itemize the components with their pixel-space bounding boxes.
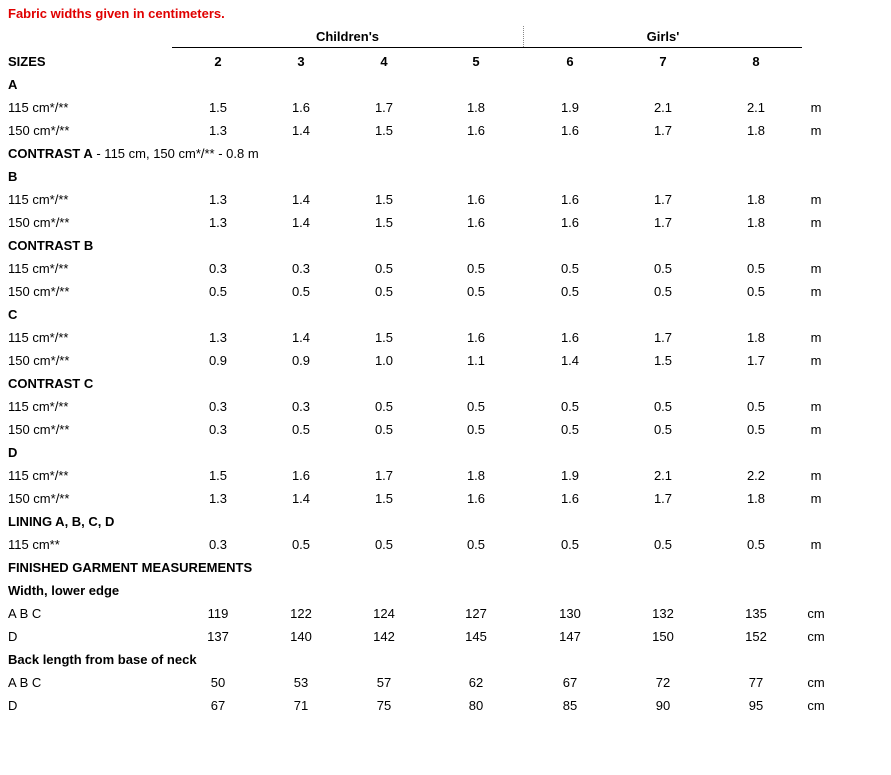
row-label (8, 694, 17, 717)
section-label (8, 579, 119, 602)
unit-label: m (810, 215, 822, 230)
table-cell: 1.9 (560, 100, 580, 115)
table-cell: 1.5 (374, 192, 394, 207)
row-label-text: 115 cm*/** (8, 399, 69, 414)
row-label-text: 150 cm*/** (8, 284, 70, 299)
table-cell: 1.8 (746, 192, 766, 207)
section-label (8, 441, 17, 464)
group-childrens-label: Children's (315, 29, 380, 44)
table-cell: 0.5 (466, 422, 486, 437)
table-cell: 1.6 (560, 330, 580, 345)
table-cell: 67 (562, 675, 578, 690)
row-label-text: CONTRAST A (8, 146, 93, 161)
fabric-width-note: Fabric widths given in centimeters. (8, 6, 225, 21)
table-row (0, 280, 891, 303)
table-cell: 1.7 (653, 215, 673, 230)
row-label-text: Back length from base of neck (8, 652, 197, 667)
table-cell: 1.6 (466, 330, 486, 345)
table-cell: 1.6 (560, 192, 580, 207)
unit-label: cm (807, 698, 825, 713)
table-cell: 0.5 (560, 284, 580, 299)
row-label-text: SIZES (8, 54, 46, 69)
table-cell: 0.5 (653, 261, 673, 276)
unit-label: m (810, 100, 822, 115)
table-cell: 80 (468, 698, 484, 713)
table-row (0, 96, 891, 119)
table-cell: 1.6 (466, 123, 486, 138)
table-cell: 0.5 (653, 399, 673, 414)
table-cell: 1.9 (560, 468, 580, 483)
table-cell: 1.5 (374, 491, 394, 506)
table-cell: 1.4 (291, 491, 311, 506)
row-label-text: 150 cm*/** (8, 215, 70, 230)
row-label (8, 533, 60, 556)
section-label-detail: - 115 cm, 150 cm*/** - 0.8 m (92, 146, 259, 161)
row-label (8, 119, 69, 142)
unit-label: m (810, 491, 822, 506)
table-cell: 1.4 (291, 192, 311, 207)
table-cell: 2.1 (653, 468, 673, 483)
table-cell: 0.9 (208, 353, 228, 368)
row-label-text: A B C (8, 675, 42, 690)
table-row (0, 602, 891, 625)
group-girls-label: Girls' (646, 29, 680, 44)
row-label (8, 395, 68, 418)
unit-label: cm (807, 675, 825, 690)
row-label-text: A (8, 77, 18, 92)
table-cell: 75 (376, 698, 392, 713)
table-cell: 0.5 (208, 284, 228, 299)
table-cell: 0.5 (466, 284, 486, 299)
table-cell: 0.5 (653, 537, 673, 552)
table-cell: 132 (652, 606, 674, 621)
row-label-text: 150 cm*/** (8, 123, 70, 138)
unit-label: cm (807, 629, 825, 644)
section-row (0, 234, 891, 257)
table-cell: 1.8 (746, 491, 766, 506)
table-cell: 1.4 (291, 123, 311, 138)
table-cell: 1.3 (208, 491, 228, 506)
table-cell: 0.5 (560, 422, 580, 437)
row-label-text: 115 cm** (8, 537, 60, 552)
table-cell: 0.5 (374, 284, 394, 299)
section-label (8, 372, 93, 395)
table-cell: 85 (562, 698, 578, 713)
section-label (8, 165, 17, 188)
table-cell: 0.5 (466, 399, 486, 414)
table-cell: 0.5 (291, 422, 311, 437)
table-cell: 0.9 (291, 353, 311, 368)
table-cell: 1.3 (208, 215, 228, 230)
unit-label: m (810, 468, 822, 483)
unit-label: m (810, 261, 822, 276)
row-label (8, 326, 68, 349)
table-cell: 0.5 (746, 399, 766, 414)
table-cell: 90 (655, 698, 671, 713)
table-cell: 0.5 (560, 399, 580, 414)
table-cell: 1.7 (374, 100, 394, 115)
table-cell: 50 (210, 675, 226, 690)
section-label (8, 303, 17, 326)
section-row (0, 556, 891, 579)
section-row (0, 165, 891, 188)
table-cell: 0.5 (291, 284, 311, 299)
size-column-header: 7 (659, 54, 667, 69)
size-column-header: 8 (752, 54, 760, 69)
table-cell: 1.7 (746, 353, 766, 368)
table-row (0, 625, 891, 648)
table-cell: 1.6 (291, 100, 311, 115)
section-label (8, 648, 197, 671)
table-cell: 1.5 (653, 353, 673, 368)
section-label (8, 556, 252, 579)
row-label-text: A B C (8, 606, 42, 621)
row-label (8, 280, 69, 303)
table-cell: 0.3 (208, 422, 228, 437)
table-cell: 0.5 (374, 261, 394, 276)
row-label (8, 602, 41, 625)
table-row (0, 257, 891, 280)
table-row (0, 694, 891, 717)
table-cell: 53 (293, 675, 309, 690)
section-label (8, 142, 259, 165)
table-cell: 1.8 (746, 123, 766, 138)
section-row (0, 73, 891, 96)
row-label-text: 115 cm*/** (8, 100, 69, 115)
table-cell: 145 (465, 629, 487, 644)
table-cell: 1.8 (746, 215, 766, 230)
section-row (0, 579, 891, 602)
unit-label: m (810, 399, 822, 414)
yardage-table (0, 50, 891, 717)
table-cell: 1.6 (560, 123, 580, 138)
row-label (8, 349, 69, 372)
table-cell: 0.5 (746, 422, 766, 437)
row-label-text: CONTRAST B (8, 238, 94, 253)
table-cell: 0.3 (208, 261, 228, 276)
table-cell: 1.8 (466, 468, 486, 483)
table-cell: 1.6 (291, 468, 311, 483)
table-cell: 1.8 (746, 330, 766, 345)
table-cell: 0.3 (291, 399, 311, 414)
table-cell: 127 (465, 606, 487, 621)
table-cell: 0.5 (560, 537, 580, 552)
row-label-text: CONTRAST C (8, 376, 94, 391)
table-cell: 124 (373, 606, 395, 621)
section-row (0, 510, 891, 533)
table-cell: 1.5 (374, 215, 394, 230)
table-cell: 1.3 (208, 123, 228, 138)
table-cell: 135 (745, 606, 767, 621)
table-row (0, 349, 891, 372)
row-label-text: 115 cm*/** (8, 261, 69, 276)
row-label (8, 96, 68, 119)
section-row (0, 372, 891, 395)
row-label-text: 115 cm*/** (8, 192, 69, 207)
table-cell: 1.6 (560, 491, 580, 506)
table-cell: 2.2 (746, 468, 766, 483)
table-cell: 1.3 (208, 192, 228, 207)
row-label (8, 464, 68, 487)
size-column-header: 2 (214, 54, 222, 69)
row-label-text: D (8, 445, 18, 460)
table-cell: 1.4 (560, 353, 580, 368)
row-label-text: 115 cm*/** (8, 330, 69, 345)
unit-label: m (810, 422, 822, 437)
table-cell: 1.5 (374, 330, 394, 345)
table-cell: 150 (652, 629, 674, 644)
row-label (8, 418, 69, 441)
table-row (0, 671, 891, 694)
unit-label: cm (807, 606, 825, 621)
table-row (0, 418, 891, 441)
row-label-text: 150 cm*/** (8, 353, 70, 368)
section-label (8, 234, 93, 257)
table-cell: 147 (559, 629, 581, 644)
table-cell: 1.1 (466, 353, 486, 368)
table-cell: 67 (210, 698, 226, 713)
row-label (8, 257, 68, 280)
table-cell: 152 (745, 629, 767, 644)
row-label (8, 211, 69, 234)
size-column-header: 5 (472, 54, 480, 69)
table-cell: 0.5 (653, 422, 673, 437)
table-cell: 0.5 (466, 261, 486, 276)
section-label (8, 73, 17, 96)
table-cell: 0.5 (746, 261, 766, 276)
unit-label: m (810, 330, 822, 345)
table-cell: 0.5 (374, 537, 394, 552)
unit-label: m (810, 123, 822, 138)
table-cell: 0.5 (653, 284, 673, 299)
table-cell: 137 (207, 629, 229, 644)
table-row (0, 533, 891, 556)
table-cell: 1.5 (208, 468, 228, 483)
table-cell: 122 (290, 606, 312, 621)
table-cell: 0.3 (208, 399, 228, 414)
table-cell: 1.7 (653, 192, 673, 207)
table-cell: 0.3 (291, 261, 311, 276)
table-cell: 1.3 (208, 330, 228, 345)
row-label (8, 188, 68, 211)
size-column-header: 3 (297, 54, 305, 69)
table-row (0, 188, 891, 211)
table-cell: 2.1 (746, 100, 766, 115)
sizes-header-row (0, 50, 891, 73)
table-cell: 142 (373, 629, 395, 644)
section-row (0, 441, 891, 464)
unit-label: m (810, 284, 822, 299)
row-label-text: B (8, 169, 18, 184)
table-cell: 1.7 (653, 491, 673, 506)
row-label-text: Width, lower edge (8, 583, 120, 598)
size-column-header: 6 (566, 54, 574, 69)
row-label-text: D (8, 629, 18, 644)
table-cell: 77 (748, 675, 764, 690)
table-cell: 1.7 (653, 330, 673, 345)
table-cell: 2.1 (653, 100, 673, 115)
table-row (0, 326, 891, 349)
table-cell: 57 (376, 675, 392, 690)
table-cell: 1.7 (374, 468, 394, 483)
unit-label: m (810, 353, 822, 368)
row-label-text: C (8, 307, 18, 322)
table-cell: 1.5 (208, 100, 228, 115)
table-cell: 140 (290, 629, 312, 644)
section-label (8, 510, 114, 533)
table-cell: 62 (468, 675, 484, 690)
table-cell: 0.3 (208, 537, 228, 552)
table-cell: 119 (207, 606, 229, 621)
table-cell: 1.8 (466, 100, 486, 115)
table-cell: 71 (293, 698, 309, 713)
table-row (0, 119, 891, 142)
section-row (0, 303, 891, 326)
row-label-text: FINISHED GARMENT MEASUREMENTS (8, 560, 253, 575)
table-row (0, 487, 891, 510)
table-cell: 0.5 (746, 284, 766, 299)
group-underline (172, 47, 802, 48)
row-label-text: 115 cm*/** (8, 468, 69, 483)
table-row (0, 211, 891, 234)
section-row (0, 142, 891, 165)
table-cell: 0.5 (291, 537, 311, 552)
row-label-text: 150 cm*/** (8, 422, 70, 437)
table-cell: 1.6 (466, 192, 486, 207)
table-cell: 1.6 (466, 491, 486, 506)
table-cell: 130 (559, 606, 581, 621)
table-cell: 0.5 (374, 399, 394, 414)
unit-label: m (810, 192, 822, 207)
table-cell: 1.4 (291, 215, 311, 230)
table-cell: 1.0 (374, 353, 394, 368)
row-label (8, 625, 17, 648)
table-cell: 1.7 (653, 123, 673, 138)
table-cell: 72 (655, 675, 671, 690)
table-cell: 1.6 (466, 215, 486, 230)
row-label-text: LINING A, B, C, D (8, 514, 115, 529)
table-cell: 0.5 (466, 537, 486, 552)
section-row (0, 648, 891, 671)
unit-label: m (810, 537, 822, 552)
table-cell: 0.5 (746, 537, 766, 552)
size-column-header: 4 (380, 54, 388, 69)
table-row (0, 464, 891, 487)
sizes-label (8, 50, 46, 73)
table-cell: 0.5 (560, 261, 580, 276)
row-label-text: D (8, 698, 18, 713)
table-cell: 0.5 (374, 422, 394, 437)
table-cell: 1.4 (291, 330, 311, 345)
table-row (0, 395, 891, 418)
row-label-text: 150 cm*/** (8, 491, 70, 506)
row-label (8, 671, 41, 694)
table-cell: 1.6 (560, 215, 580, 230)
table-cell: 95 (748, 698, 764, 713)
table-cell: 1.5 (374, 123, 394, 138)
row-label (8, 487, 69, 510)
